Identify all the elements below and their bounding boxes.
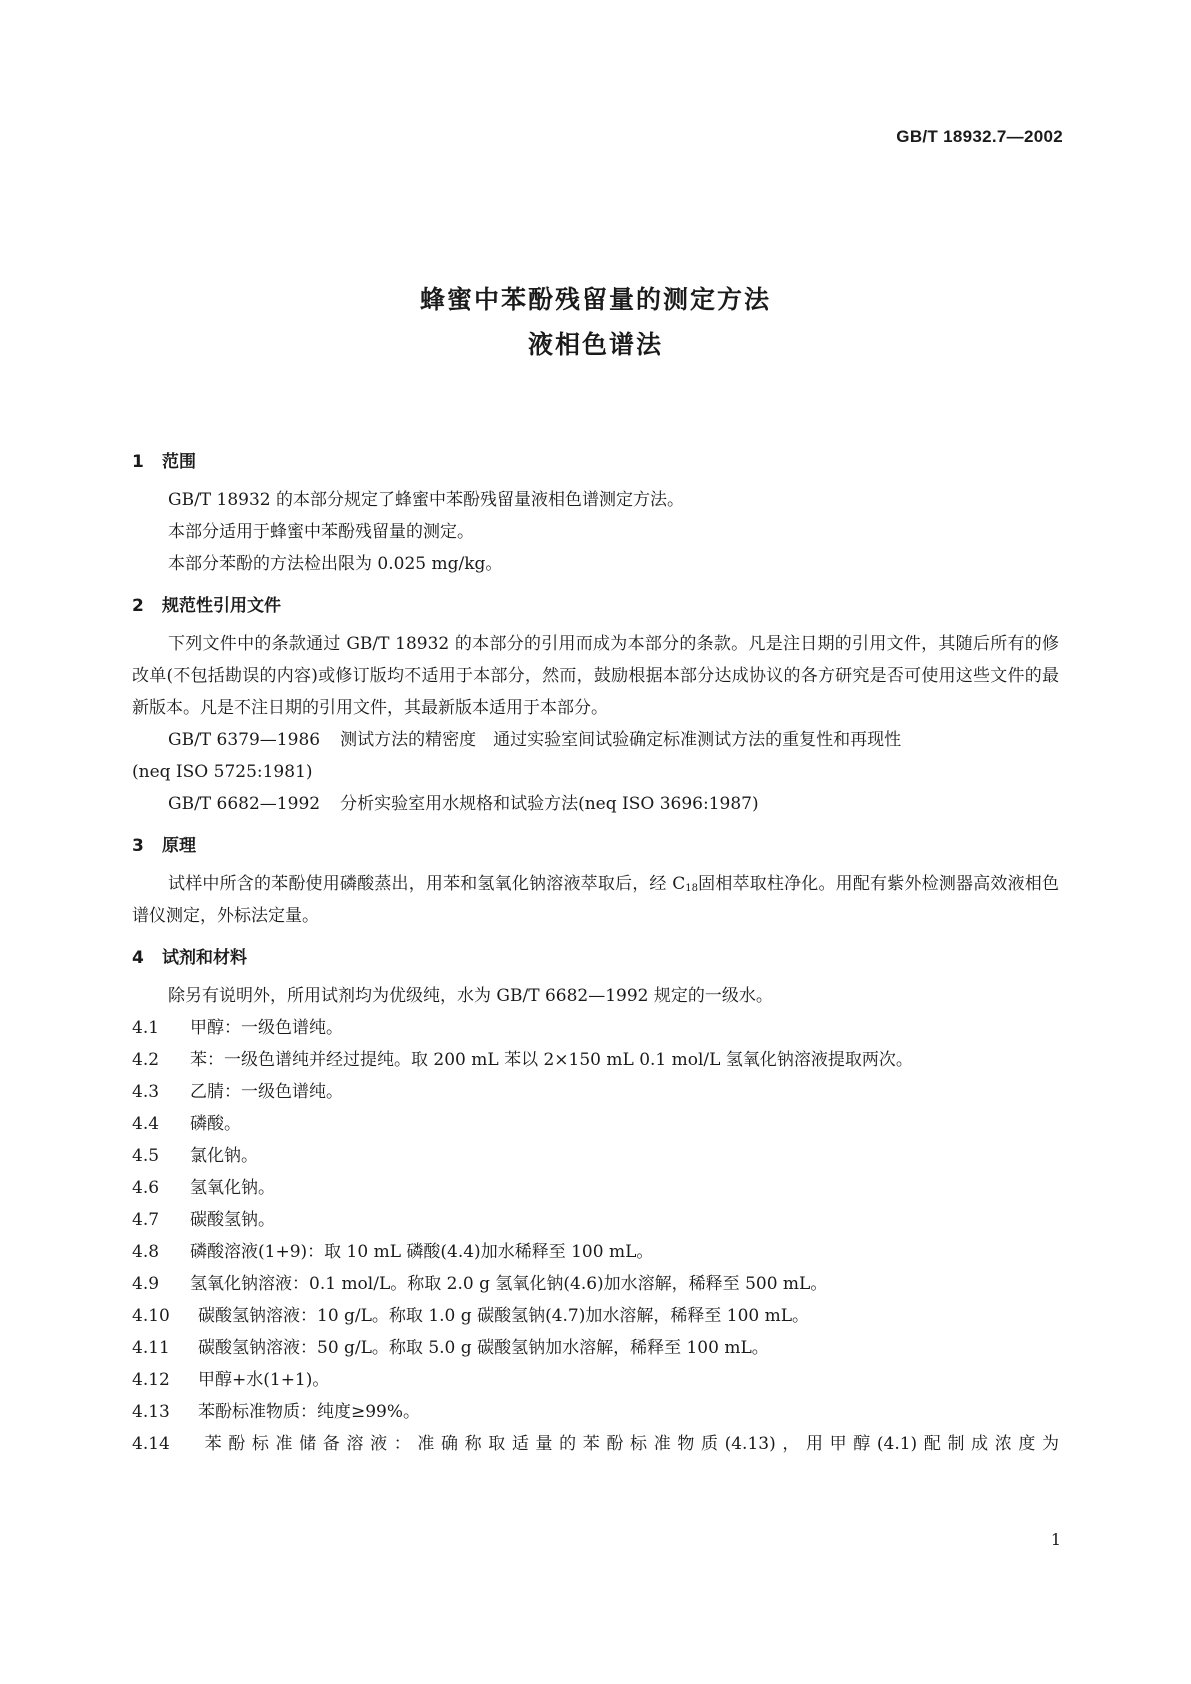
item-number: 4.8 [132,1242,160,1262]
document-code: GB/T 18932.7—2002 [896,127,1063,146]
item-number: 4.2 [132,1050,160,1070]
paragraph: 本部分适用于蜂蜜中苯酚残留量的测定。 [168,522,474,542]
section-principle [132,830,1059,932]
document-subtitle: 液相色谱法 [527,330,663,359]
list-item [132,1140,1059,1172]
list-item [132,1236,1059,1268]
item-text: 磷酸溶液(1+9)：取 10 mL 磷酸(4.4)加水稀释至 100 mL。 [190,1242,654,1262]
section-title: 试剂和材料 [162,948,247,968]
item-text: 乙腈：一级色谱纯。 [190,1082,343,1102]
list-item [132,1172,1059,1204]
principle-text-a: 试样中所含的苯酚使用磷酸蒸出，用苯和氢氧化钠溶液萃取后，经 C [168,874,686,894]
list-item [132,1012,1059,1044]
item-text: 苯酚标准物质：纯度≥99%。 [198,1402,421,1422]
list-item [132,1300,1059,1332]
item-number: 4.3 [132,1082,160,1102]
reference-title: 测试方法的精密度 通过实验室间试验确定标准测试方法的重复性和再现性 [340,730,902,750]
item-number: 4.11 [132,1338,170,1358]
section-number: 2 [132,596,144,616]
item-number: 4.6 [132,1178,160,1198]
reference-entry [132,788,1059,820]
item-number: 4.4 [132,1114,160,1134]
reference-continuation: (neq ISO 5725:1981) [132,762,313,782]
list-item [132,1364,1059,1396]
item-number: 4.13 [132,1402,170,1422]
item-number: 4.14 [132,1434,170,1454]
section-reagents [132,942,1059,1460]
list-item [132,1428,1059,1460]
reference-entry [132,724,1059,756]
item-number: 4.9 [132,1274,160,1294]
section-title: 原理 [162,836,196,856]
page-number: 1 [1050,1530,1061,1549]
item-text: 甲醇+水(1+1)。 [198,1370,330,1390]
list-item [132,1332,1059,1364]
list-item [132,1396,1059,1428]
list-item [132,1044,1059,1076]
paragraph: 下列文件中的条款通过 GB/T 18932 的本部分的引用而成为本部分的条款。凡是注日期的引用文件，其随后所有的修改单(不包括勘误的内容)或修订版均不适用于本部分，然而，鼓励根据本部分达成协议的各方研究是否可使用这些文件的最新版本。凡是不注日期的引用文件，其最新版本适用于本部分。 [132,634,1059,718]
document-body [132,446,1059,1470]
item-number: 4.7 [132,1210,160,1230]
document-title: 蜂蜜中苯酚残留量的测定方法 [419,285,771,314]
section-title: 规范性引用文件 [162,596,281,616]
principle-text-b: 固相萃取柱净化。用配有紫外检测器高效液相色谱仪测定，外标法定量。 [132,874,1059,926]
item-text: 氢氧化钠溶液：0.1 mol/L。称取 2.0 g 氢氧化钠(4.6)加水溶解，稀释至 500 mL。 [190,1274,828,1294]
list-item [132,1204,1059,1236]
list-item [132,1108,1059,1140]
item-text: 磷酸。 [190,1114,241,1134]
item-text: 碳酸氢钠溶液：10 g/L。称取 1.0 g 碳酸氢钠(4.7)加水溶解，稀释至 100 mL。 [198,1306,810,1326]
section-heading [132,942,1059,974]
paragraph: 除另有说明外，所用试剂均为优级纯，水为 GB/T 6682—1992 规定的一级水。 [168,986,773,1006]
reference-code: GB/T 6682—1992 [168,794,321,814]
paragraph: 本部分苯酚的方法检出限为 0.025 mg/kg。 [168,554,503,574]
item-text: 碳酸氢钠。 [190,1210,275,1230]
section-number: 4 [132,948,144,968]
list-item [132,1268,1059,1300]
item-text: 甲醇：一级色谱纯。 [190,1018,343,1038]
section-scope [132,446,1059,580]
section-heading [132,446,1059,478]
item-text: 苯酚标准储备溶液：准确称取适量的苯酚标准物质(4.13)，用甲醇(4.1)配制成浓度为 [198,1434,1059,1454]
item-text: 碳酸氢钠溶液：50 g/L。称取 5.0 g 碳酸氢钠加水溶解，稀释至 100 mL。 [198,1338,769,1358]
item-number: 4.12 [132,1370,170,1390]
item-text: 氯化钠。 [190,1146,258,1166]
item-number: 4.5 [132,1146,160,1166]
subscript: 18 [685,883,698,894]
item-text: 苯：一级色谱纯并经过提纯。取 200 mL 苯以 2×150 mL 0.1 mol/L 氢氧化钠溶液提取两次。 [190,1050,913,1070]
item-number: 4.10 [132,1306,170,1326]
reference-code: GB/T 6379—1986 [168,730,321,750]
paragraph: GB/T 18932 的本部分规定了蜂蜜中苯酚残留量液相色谱测定方法。 [168,490,685,510]
section-title: 范围 [162,452,196,472]
section-normative-references [132,590,1059,820]
list-item [132,1076,1059,1108]
section-heading [132,590,1059,622]
section-number: 1 [132,452,144,472]
item-number: 4.1 [132,1018,160,1038]
reference-title: 分析实验室用水规格和试验方法(neq ISO 3696:1987) [340,794,759,814]
item-text: 氢氧化钠。 [190,1178,275,1198]
section-heading [132,830,1059,862]
section-number: 3 [132,836,144,856]
paragraph [132,868,1059,932]
